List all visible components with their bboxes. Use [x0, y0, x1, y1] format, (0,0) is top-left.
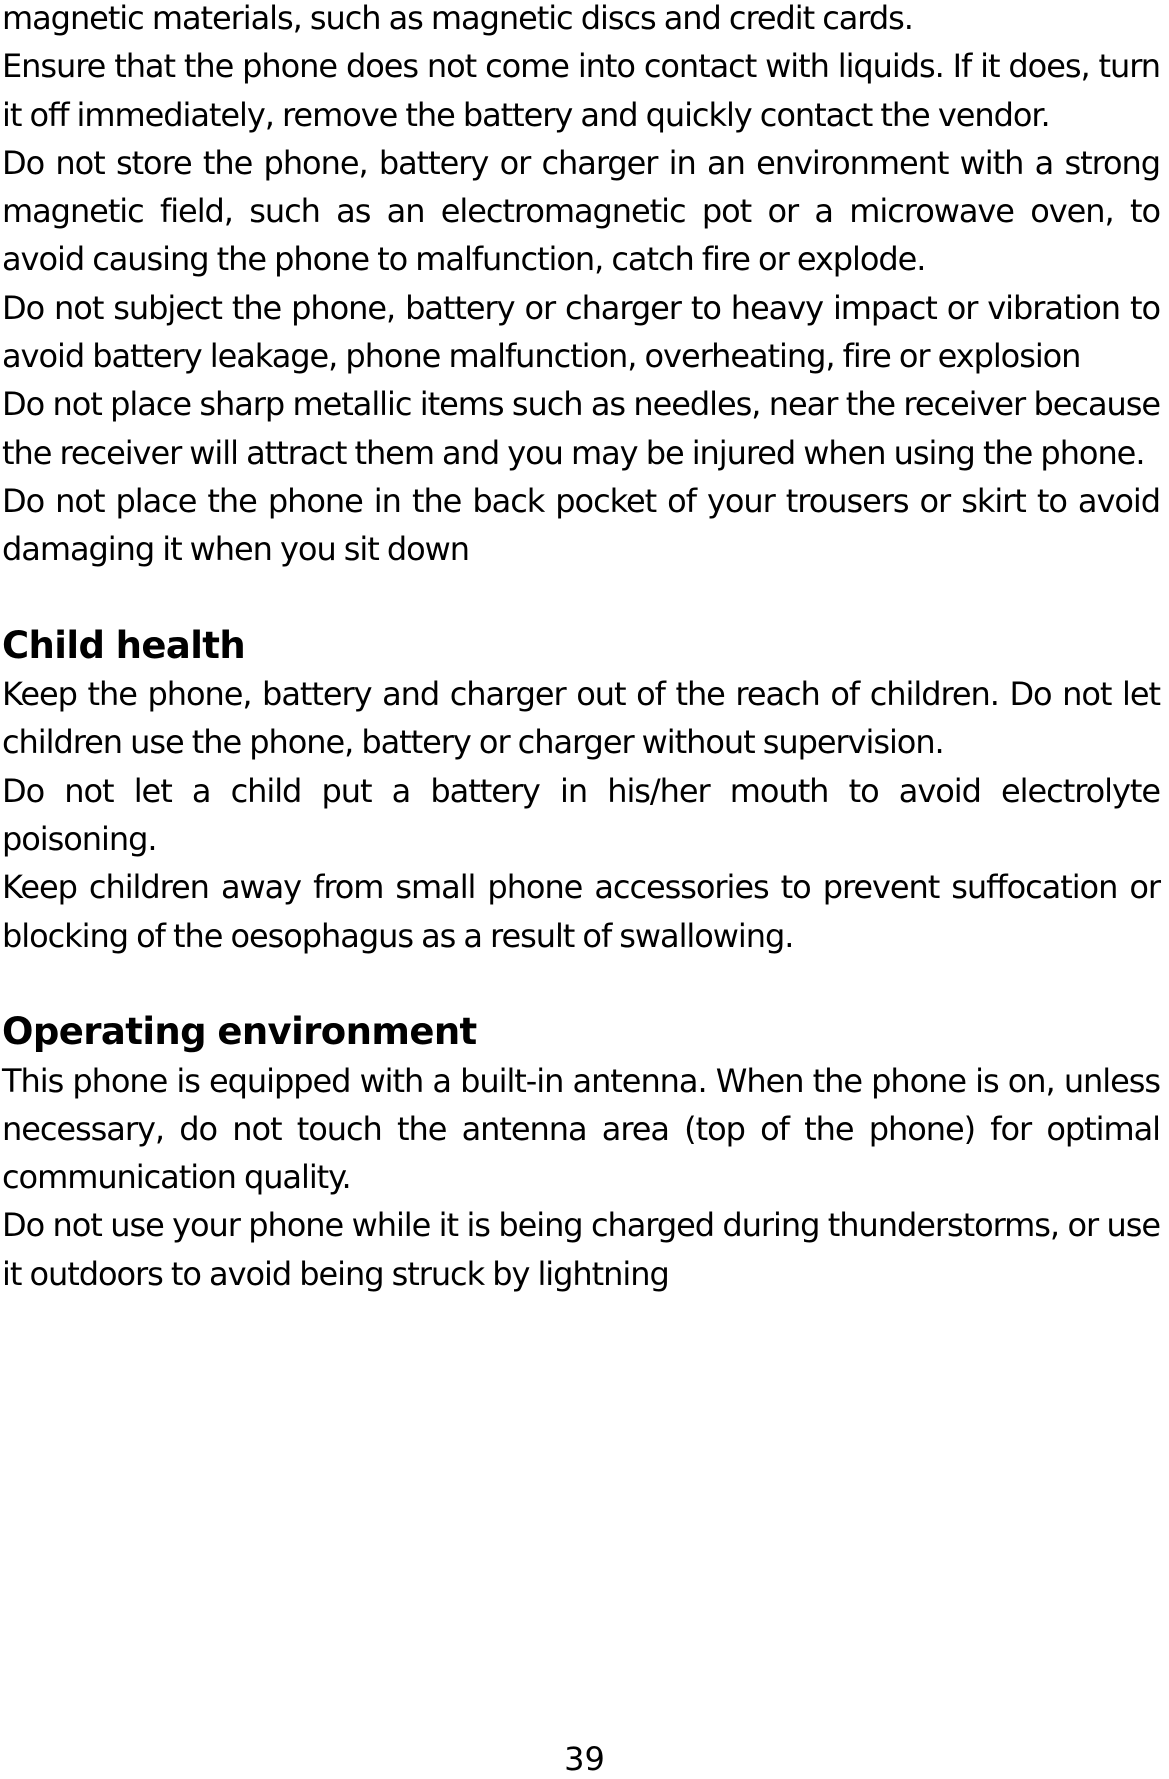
- paragraph-sharp-items: Do not place sharp metallic items such as needles, near the receiver because the receiver will attract them and you may be injured when using the phone.: [2, 385, 1160, 472]
- heading-operating-environment: Operating environment: [2, 1010, 477, 1054]
- paragraph-accessories: Keep children away from small phone accessories to prevent suffocation or blocking of the oesophagus as a result of swallowing.: [2, 868, 1160, 955]
- paragraph-magnetic-materials: magnetic materials, such as magnetic discs and credit cards.: [2, 0, 913, 37]
- paragraph-electrolyte: Do not let a child put a battery in his/her mouth to avoid electrolyte poisoning.: [2, 771, 1160, 859]
- section-spacer: [2, 960, 1160, 1008]
- paragraph-back-pocket: Do not place the phone in the back pocket of your trousers or skirt to avoid damaging it when you sit down: [2, 481, 1160, 569]
- paragraph-impact: Do not subject the phone, battery or charger to heavy impact or vibration to avoid battery leakage, phone malfunction, overheating, fire or explosion: [2, 288, 1160, 376]
- page-number: 39: [564, 1740, 605, 1778]
- paragraph-thunderstorms: Do not use your phone while it is being charged during thunderstorms, or use it outdoors to avoid being struck by lightning: [2, 1206, 1160, 1293]
- heading-child-health: Child health: [2, 623, 246, 667]
- section-spacer: [2, 574, 1160, 622]
- paragraph-magnetic-field: Do not store the phone, battery or charger in an environment with a strong magnetic field, such as an electromagnetic pot or a microwave oven, to avoid causing the phone to malfunction, catch fire or explode.: [2, 143, 1160, 279]
- page-content: [2, 0, 1160, 1298]
- paragraph-child-reach: Keep the phone, battery and charger out of the reach of children. Do not let children use the phone, battery or charger without supervision.: [2, 675, 1160, 762]
- paragraph-antenna: This phone is equipped with a built-in antenna. When the phone is on, unless necessary, do not touch the antenna area (top of the phone) for optimal communication quality.: [2, 1061, 1160, 1197]
- paragraph-liquids: Ensure that the phone does not come into contact with liquids. If it does, turn it off immediately, remove the battery and quickly contact the vendor.: [2, 47, 1160, 134]
